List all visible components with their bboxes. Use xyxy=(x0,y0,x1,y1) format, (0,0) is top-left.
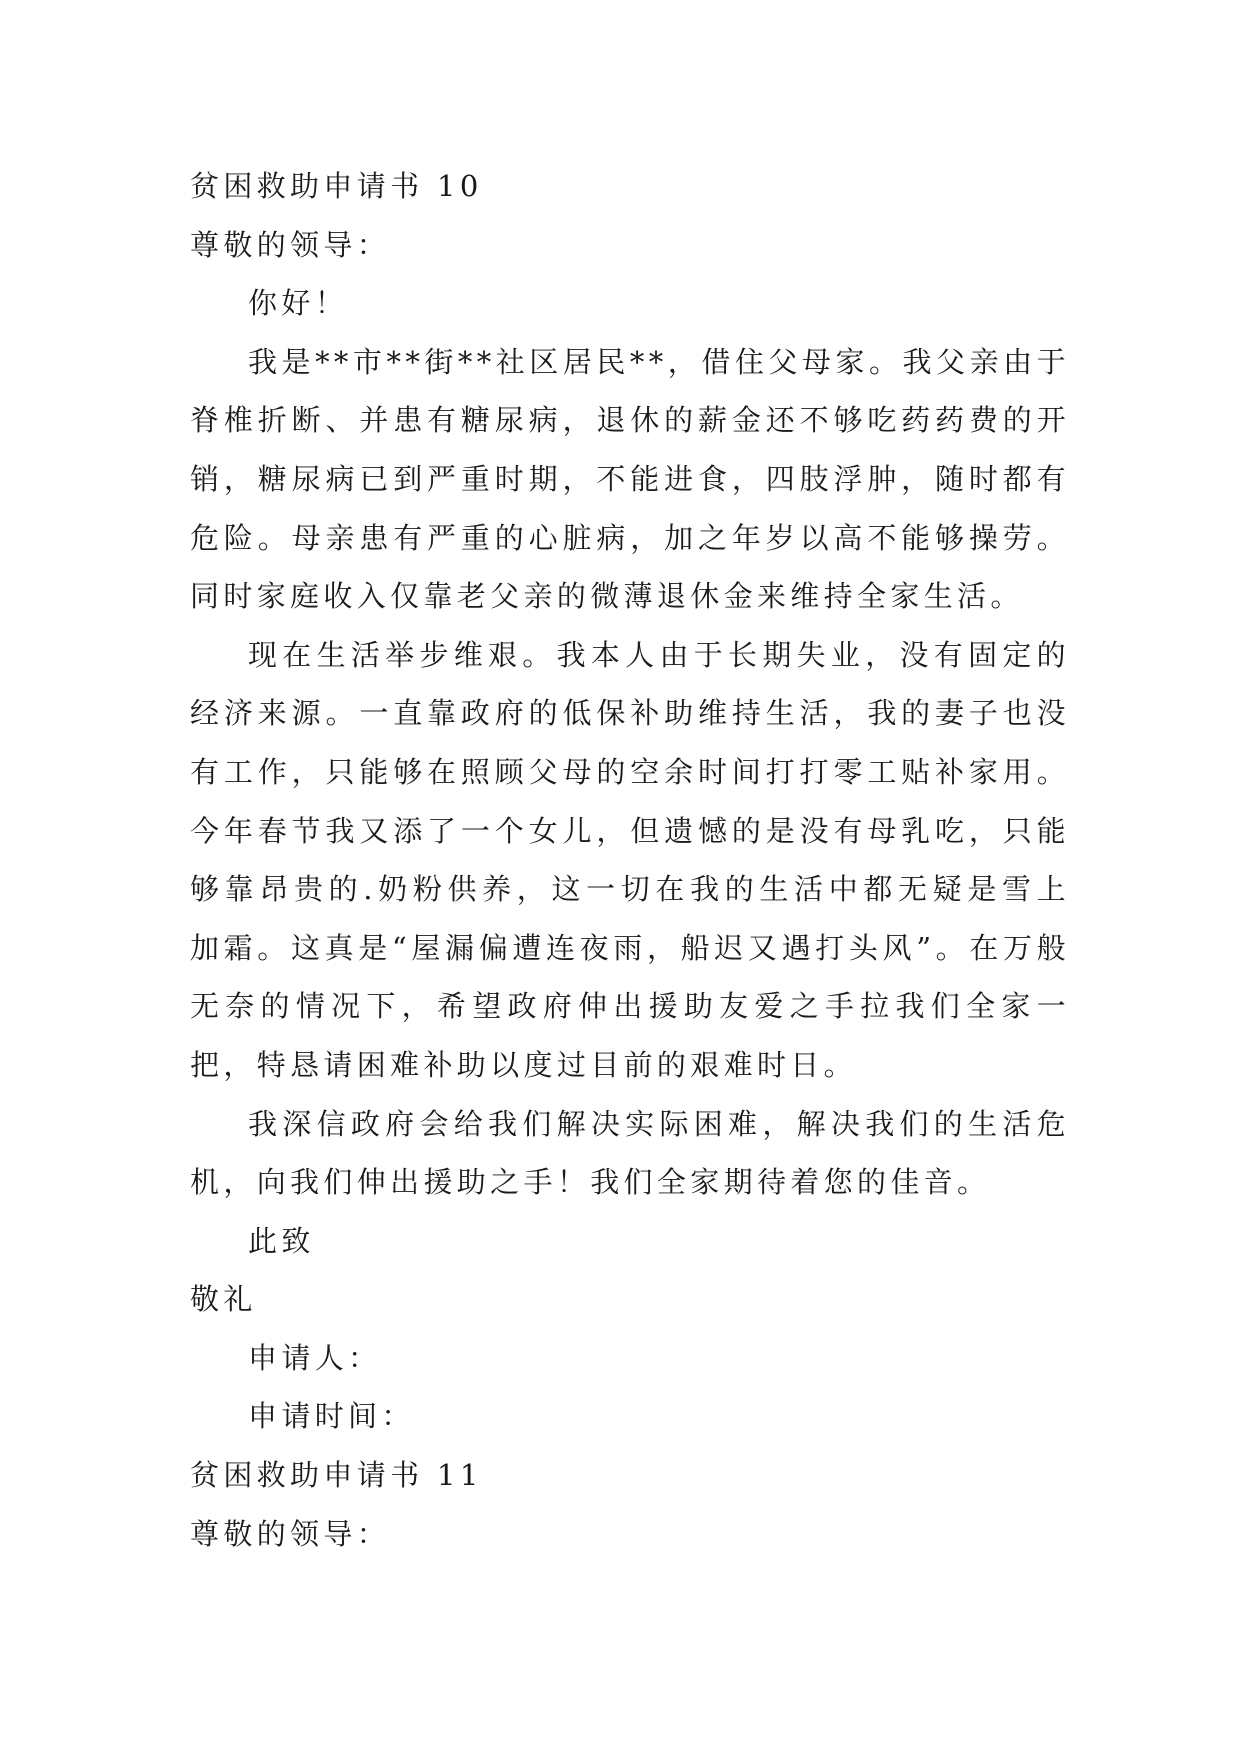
section-title: 贫困救助申请书 11 xyxy=(190,1458,483,1493)
body-paragraph-closing-plea: 我深信政府会给我们解决实际困难，解决我们的生活危机，向我们伸出援助之手！我们全家期待着您的佳音。 xyxy=(190,1106,1070,1200)
date-label: 申请时间： xyxy=(248,1399,415,1434)
salutation: 尊敬的领导： xyxy=(190,227,391,262)
section-title: 贫困救助申请书 10 xyxy=(190,169,483,203)
greeting: 你好！ xyxy=(248,286,349,321)
closing-cizhi: 此致 xyxy=(248,1223,315,1258)
body-paragraph-living-hardship: 现在生活举步维艰。我本人由于长期失业，没有固定的经济来源。一直靠政府的低保补助维持生活，我的妻子也没有工作，只能够在照顾父母的空余时间打打零工贴补家用。今年春节我又添了一个女儿，但遗憾的是没有母乳吃，只能够靠昂贵的.奶粉供养，这一切在我的生活中都无疑是雪上加霜。这真是“屋漏偏遭连夜雨，船迟又遇打头风”。在万般无奈的情况下，希望政府伸出援助友爱之手拉我们全家一把，特恳请困难补助以度过目前的艰难时日。 xyxy=(190,637,1070,1082)
body-paragraph-family-situation: 我是**市**街**社区居民**，借住父母家。我父亲由于脊椎折断、并患有糖尿病，退休的薪金还不够吃药药费的开销，糖尿病已到严重时期，不能进食，四肢浮肿，随时都有危险。母亲患有严重的心脏病，加之年岁以高不能够操劳。同时家庭收入仅靠老父亲的微薄退休金来维持全家生活。 xyxy=(190,344,1070,614)
applicant-label: 申请人： xyxy=(248,1340,382,1375)
closing-jingli: 敬礼 xyxy=(190,1282,257,1317)
salutation: 尊敬的领导： xyxy=(190,1516,391,1551)
document-body xyxy=(190,157,1070,1563)
